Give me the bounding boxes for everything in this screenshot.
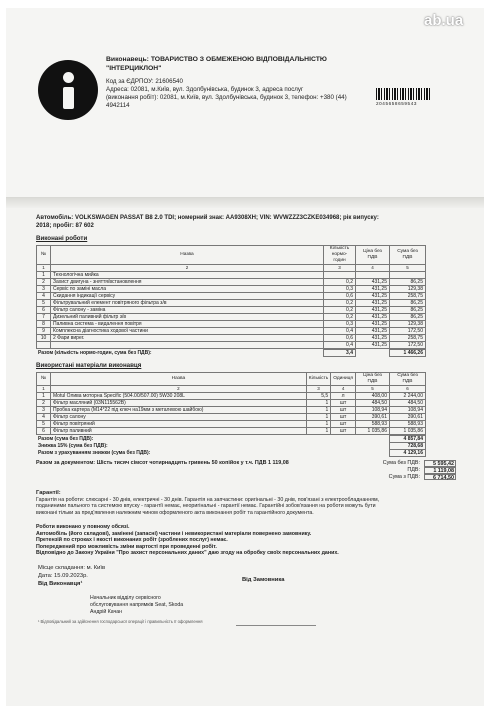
executor-name-2: "ІНТЕРЦИКЛОН" — [106, 64, 162, 72]
table-cell: 9 — [37, 328, 51, 335]
table-cell: Фільтр масляний (03N115562B) — [51, 400, 307, 407]
table-cell: 0,6 — [324, 293, 356, 300]
signature-section — [36, 565, 456, 655]
table-row — [37, 421, 426, 428]
table-cell: 1 — [306, 400, 330, 407]
table-cell: 0,2 — [324, 307, 356, 314]
table-cell: 172,50 — [390, 328, 426, 335]
materials-discount-sum: 728,68 — [390, 443, 426, 450]
works-header-row — [37, 246, 426, 265]
table-row — [37, 335, 426, 342]
guarantee-title: Гарантії: — [36, 490, 61, 497]
table-cell: 5 — [37, 300, 51, 307]
materials-with-discount-sum: 4 129,16 — [390, 450, 426, 457]
paper-fold — [6, 198, 484, 208]
works-summary — [36, 349, 426, 357]
total-sum-with-vat: 6 714,50 — [424, 474, 456, 481]
materials-discount-label: Знижка 15% (сума без ПДВ): — [38, 443, 108, 449]
works-header-hours: Кількість нормо-годин — [324, 246, 356, 265]
executor-signature-label: Від Виконавця¹ — [38, 580, 83, 587]
table-cell: 86,25 — [390, 307, 426, 314]
table-cell — [390, 272, 426, 279]
table-cell: 0,2 — [324, 279, 356, 286]
table-cell: 0,2 — [324, 314, 356, 321]
document-totals: Разом за документом: Шість тисяч сімсот чотирнадцять гривень 50 копійок у т.ч. ПДВ 1 119,08 Сума без ПДВ: 5 595,42 ПДВ: 1 119,08 Сума з ПДВ: 6 714,50 — [36, 460, 454, 481]
table-row — [37, 414, 426, 421]
table-cell: Дизельний паливний фільтр з/в — [51, 314, 324, 321]
table-cell: Фільтрувальний елемент повітряного фільтра з/в — [51, 300, 324, 307]
table-cell: 4 — [37, 414, 51, 421]
table-cell: 484,50 — [356, 400, 390, 407]
table-cell: шт — [331, 407, 356, 414]
barcode-number: 2045658659543 — [376, 101, 418, 106]
works-header-name: Назва — [51, 246, 324, 265]
document-sheet — [6, 8, 484, 706]
table-cell: 484,50 — [390, 400, 426, 407]
table-cell: 10 — [37, 335, 51, 342]
table-cell: 108,94 — [390, 407, 426, 414]
table-cell: 2 244,00 — [390, 393, 426, 400]
executor-name: Виконавець: ТОВАРИСТВО З ОБМЕЖЕНОЮ ВІДПОВІДАЛЬНІСТЮ — [106, 56, 327, 63]
table-row — [37, 293, 426, 300]
table-cell: 431,25 — [356, 335, 390, 342]
executor-block — [106, 56, 356, 110]
materials-index-row: 1 2 3 4 5 6 — [37, 386, 426, 393]
table-cell: 431,25 — [356, 314, 390, 321]
table-cell: 3 — [37, 407, 51, 414]
materials-rows — [37, 393, 426, 435]
completion-statement: Роботи виконано у повному обсязі. Автомобіль (його складові), замінені (запасні) частини і невикористані матеріали повернено замовнику. Претензій по строках і якості виконаних робіт (зроблених послуг) немає. Попереджений про можливість зміни вартості при проведенні робіт. Відповідно до Закону України "Про захист персональних даних" даю згоду на обробку своїх персональних даних. — [36, 524, 339, 557]
table-row — [37, 342, 426, 349]
table-cell: 3 — [37, 286, 51, 293]
vehicle-line-2: 2018; пробіг: 87 602 — [36, 222, 94, 229]
table-row — [37, 407, 426, 414]
table-cell: Фільтр паливний — [51, 428, 307, 435]
info-logo-icon — [38, 60, 98, 120]
table-row — [37, 328, 426, 335]
table-cell: 1 035,86 — [390, 428, 426, 435]
table-cell: 258,75 — [390, 335, 426, 342]
table-row — [37, 300, 426, 307]
works-header-num: № — [37, 246, 51, 265]
table-cell: Фільтр салону - заміна — [51, 307, 324, 314]
table-cell: 6 — [37, 307, 51, 314]
materials-title: Використані матеріали виконавця — [36, 362, 142, 369]
table-cell: Пробка картера (М14*22 під ключ на19мм з металевою шайбою) — [51, 407, 307, 414]
table-cell: 1 — [306, 414, 330, 421]
table-cell: 0,4 — [324, 342, 356, 349]
brand-watermark: ab.ua — [424, 12, 464, 29]
table-cell: 5,5 — [306, 393, 330, 400]
table-cell: шт — [331, 421, 356, 428]
table-cell: 0,3 — [324, 286, 356, 293]
table-row — [37, 307, 426, 314]
table-row — [37, 279, 426, 286]
table-cell: 4 — [37, 293, 51, 300]
table-cell: 0,2 — [324, 300, 356, 307]
works-summary-hours: 3,4 — [324, 350, 356, 357]
barcode-icon — [376, 88, 432, 100]
table-cell: 86,25 — [390, 314, 426, 321]
table-cell: 431,25 — [356, 286, 390, 293]
table-cell: шт — [331, 400, 356, 407]
document-body — [36, 215, 456, 655]
table-cell: 1 — [306, 428, 330, 435]
table-cell: Скидання індикації сервісу — [51, 293, 324, 300]
table-cell: 431,25 — [356, 342, 390, 349]
table-cell: Технологічна мийка — [51, 272, 324, 279]
total-sum-no-vat: 5 595,42 — [424, 460, 456, 467]
table-cell: 408,00 — [356, 393, 390, 400]
issue-date: Дата: 15.09.2023р. — [38, 572, 88, 579]
table-cell: Сервіс по заміні масла — [51, 286, 324, 293]
table-cell: Motul Олива моторна Specific (504.00/507.00) 5W30 208L — [51, 393, 307, 400]
table-cell: Паливна система - видалення повітря — [51, 321, 324, 328]
table-cell — [324, 272, 356, 279]
table-cell: шт — [331, 414, 356, 421]
table-row — [37, 272, 426, 279]
table-cell: 431,25 — [356, 279, 390, 286]
table-cell: 2 — [37, 279, 51, 286]
table-cell: 431,25 — [356, 321, 390, 328]
table-cell: 8 — [37, 321, 51, 328]
vehicle-line-1: Автомобіль: VOLKSWAGEN PASSAT B8 2.0 TDI; номерний знак: АА9308ХН; VIN: WVWZZZ3CZKE034968; рік випуску: — [36, 215, 379, 221]
table-cell: 86,25 — [390, 300, 426, 307]
works-summary-label: Разом (кількість нормо-годин, сума без ПДВ): — [38, 350, 152, 356]
table-cell: 431,25 — [356, 307, 390, 314]
table-cell: 6 — [37, 428, 51, 435]
signature-footnote: ¹ Відповідальний за здійснення господарської операції і правильність її оформлення — [38, 618, 203, 624]
materials-header-sum: Сума без ПДВ — [390, 373, 426, 386]
place-of-issue: Місце складання: м. Київ — [38, 564, 106, 571]
table-cell: Фільтр повітряний — [51, 421, 307, 428]
table-cell: 2 — [37, 400, 51, 407]
guarantee-section: Гарантії: Гарантія на роботи: слюсарні - 30 днів, електричні - 30 днів. Гарантія на запчастини: оригінальні - 30 днів, пов'язані з електрообладнанням, поданиними пального та системою впуску - гарантії немає, неоригінальні - гарантії немає. Гарантійні зобов'язання на роботи можуть бути виконані тільки за пред'явлення належним чином оформленого акта виконання робіт та гарантійного документа. — [36, 490, 456, 516]
customer-signature-label: Від Замовника — [242, 576, 285, 583]
table-cell: Комплексна діагностика ходової частини — [51, 328, 324, 335]
table-cell: 129,38 — [390, 286, 426, 293]
materials-header-num: № — [37, 373, 51, 386]
table-cell: 258,75 — [390, 293, 426, 300]
table-cell: 431,25 — [356, 293, 390, 300]
executor-service-address: (виконання робіт): 02081, м.Київ, вул. Здолбунівська, будинок 3, телефон: +380 (44) — [106, 94, 347, 101]
table-cell: Захист двигуна - зняття/встановлення — [51, 279, 324, 286]
document-total-text: Разом за документом: Шість тисяч сімсот чотирнадцять гривень 50 копійок у т.ч. ПДВ 1 119,08 — [36, 460, 289, 466]
table-cell: 5 — [37, 421, 51, 428]
table-cell: шт — [331, 428, 356, 435]
materials-header-row — [37, 373, 426, 386]
works-summary-sum: 1 466,26 — [390, 350, 426, 357]
table-row — [37, 428, 426, 435]
executor-phone: 4942114 — [106, 102, 130, 109]
table-cell: 129,38 — [390, 321, 426, 328]
table-cell: 588,93 — [356, 421, 390, 428]
executor-role: Начальник відділу сервісного обслуговування напрямків Seat, Skoda Андрій Качан — [90, 594, 184, 615]
table-cell: 2 Фари вирег. — [51, 335, 324, 342]
table-cell: 1 — [306, 407, 330, 414]
table-row — [37, 314, 426, 321]
table-cell: 1 035,86 — [356, 428, 390, 435]
table-cell — [356, 272, 390, 279]
works-index-row: 1 2 3 4 5 — [37, 265, 426, 272]
table-cell: 0,4 — [324, 328, 356, 335]
table-cell: 588,93 — [390, 421, 426, 428]
works-header-sum: Сума без ПДВ — [390, 246, 426, 265]
works-header-price: Ціна без ПДВ — [356, 246, 390, 265]
table-cell — [51, 342, 324, 349]
materials-header-name: Назва — [51, 373, 307, 386]
executor-address: Адреса: 02081, м.Київ, вул. Здолбунівська, будинок 3, адреса послуг — [106, 86, 304, 93]
table-row — [37, 400, 426, 407]
table-cell: 1 — [37, 393, 51, 400]
table-row — [37, 393, 426, 400]
materials-summary-sum: 4 857,84 — [390, 436, 426, 443]
works-rows — [37, 272, 426, 349]
total-vat: 1 119,08 — [424, 467, 456, 474]
table-row — [37, 286, 426, 293]
table-cell: Фільтр салону — [51, 414, 307, 421]
materials-with-discount-label: Разом з урахуванням знижки (сума без ПДВ): — [38, 450, 151, 456]
materials-summary-label: Разом (сума без ПДВ): — [38, 436, 94, 442]
table-cell — [37, 342, 51, 349]
works-table — [36, 245, 426, 349]
materials-table — [36, 372, 426, 435]
table-cell: 390,61 — [356, 414, 390, 421]
table-cell: 1 — [306, 421, 330, 428]
table-cell: 431,25 — [356, 328, 390, 335]
customer-signature-line — [236, 625, 316, 626]
materials-header-unit: Одиниця — [331, 373, 356, 386]
table-cell: 0,3 — [324, 321, 356, 328]
table-cell: 390,61 — [390, 414, 426, 421]
table-cell: 0,6 — [324, 335, 356, 342]
table-cell: л — [331, 393, 356, 400]
executor-edrpou: Код за ЄДРПОУ: 21606540 — [106, 78, 183, 85]
works-title: Виконані роботи — [36, 235, 88, 242]
table-cell: 7 — [37, 314, 51, 321]
materials-header-qty: Кількість — [306, 373, 330, 386]
materials-header-price: Ціна без ПДВ — [356, 373, 390, 386]
table-cell: 1 — [37, 272, 51, 279]
materials-summary — [36, 435, 426, 457]
table-row — [37, 321, 426, 328]
table-cell: 172,50 — [390, 342, 426, 349]
table-cell: 86,25 — [390, 279, 426, 286]
table-cell: 431,25 — [356, 300, 390, 307]
table-cell: 108,94 — [356, 407, 390, 414]
